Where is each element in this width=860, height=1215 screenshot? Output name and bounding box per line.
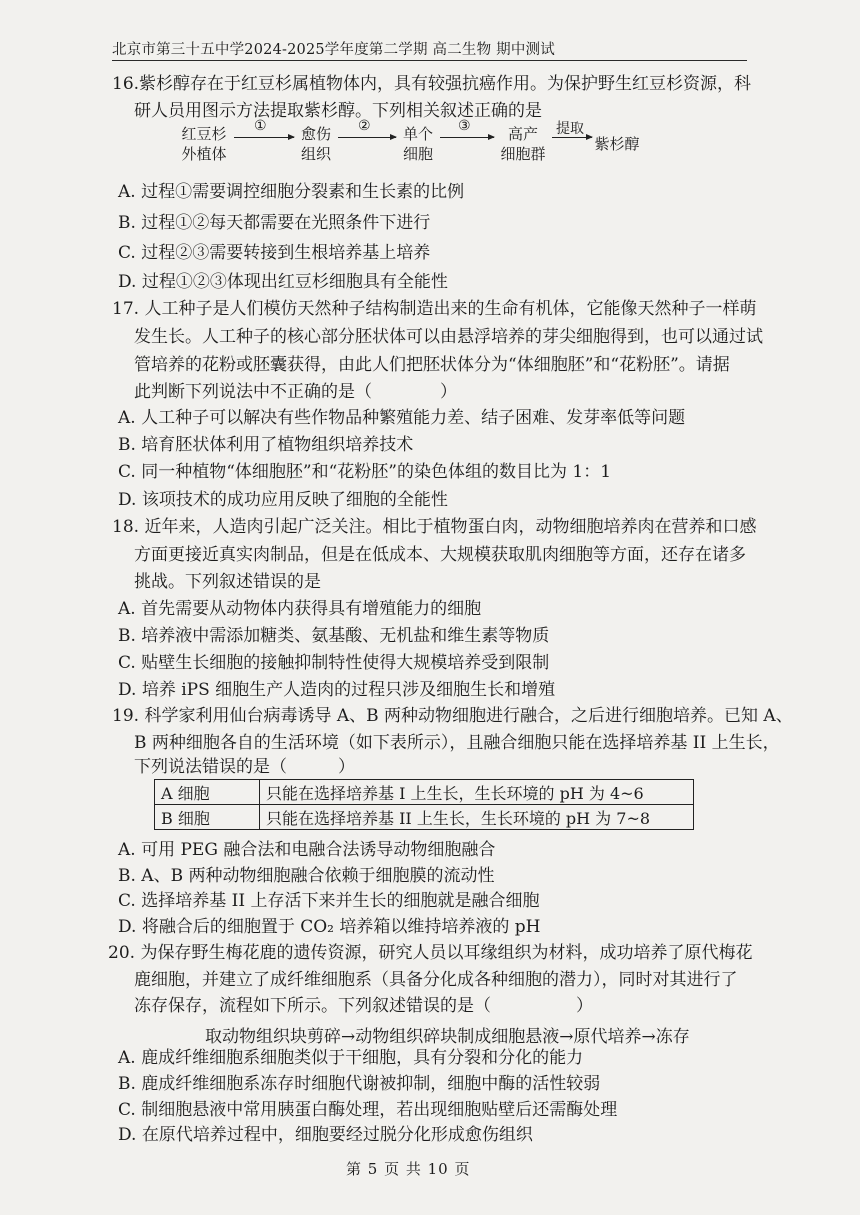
table-row <box>155 780 694 805</box>
q20-process-flow: 取动物组织块剪碎→动物组织碎块制成细胞悬液→原代培养→冻存 <box>205 1027 690 1047</box>
q20-stem-line-1: 20. 为保存野生梅花鹿的遗传资源，研究人员以耳缘组织为材料，成功培养了原代梅花 <box>108 943 753 963</box>
table-row <box>155 805 694 830</box>
q16-option-c: C. 过程②③需要转接到生根培养基上培养 <box>118 243 431 263</box>
q17-option-c: C. 同一种植物“体细胞胚”和“花粉胚”的染色体组的数目比为 1：1 <box>118 462 612 482</box>
flow-step-extract: 提取 <box>556 121 584 137</box>
q16-flow-diagram <box>178 118 640 172</box>
q19-option-b: B. A、B 两种动物细胞融合依赖于细胞膜的流动性 <box>118 866 495 886</box>
flow-node-cell-group: 高产 细胞群 <box>500 125 546 163</box>
q19-option-c: C. 选择培养基 II 上存活下来并生长的细胞就是融合细胞 <box>118 891 540 911</box>
q18-option-d: D. 培养 iPS 细胞生产人造肉的过程只涉及细胞生长和增殖 <box>118 680 556 700</box>
flow-arrow-3 <box>440 137 494 138</box>
page-footer: 第 5 页 共 10 页 <box>346 1160 471 1178</box>
q18-stem-line-3: 挑战。下列叙述错误的是 <box>134 572 321 592</box>
q17-option-b: B. 培育胚状体利用了植物组织培养技术 <box>118 435 414 455</box>
table-cell: A 细胞 <box>155 780 260 805</box>
q19-stem-line-2: B 两种细胞各自的生活环境（如下表所示），且融合细胞只能在选择培养基 II 上生长， <box>134 733 780 753</box>
q16-option-d: D. 过程①②③体现出红豆杉细胞具有全能性 <box>118 272 448 292</box>
q18-option-c: C. 贴壁生长细胞的接触抑制特性使得大规模培养受到限制 <box>118 653 550 673</box>
flow-step-1: ① <box>254 118 267 134</box>
q16-stem-line-1: 16.紫杉醇存在于红豆杉属植物体内，具有较强抗癌作用。为保护野生红豆杉资源，科 <box>112 74 752 94</box>
q19-option-a: A. 可用 PEG 融合法和电融合法诱导动物细胞融合 <box>118 840 496 860</box>
page-header: 北京市第三十五中学2024-2025学年度第二学期 高二生物 期中测试 <box>112 42 555 58</box>
flow-step-3: ③ <box>458 118 471 134</box>
q17-option-a: A. 人工种子可以解决有些作物品种繁殖能力差、结子困难、发芽率低等问题 <box>118 408 686 428</box>
q18-stem-line-1: 18. 近年来，人造肉引起广泛关注。相比于植物蛋白肉，动物细胞培养肉在营养和口感 <box>112 517 757 537</box>
q17-stem-line-4: 此判断下列说法中不正确的是（ ） <box>134 382 457 402</box>
flow-node-explant: 红豆杉 外植体 <box>181 125 227 163</box>
q18-option-b: B. 培养液中需添加糖类、氨基酸、无机盐和维生素等物质 <box>118 626 550 646</box>
flow-node-single-cell: 单个 细胞 <box>402 125 433 163</box>
flow-node-callus: 愈伤 组织 <box>300 125 331 163</box>
q17-stem-line-2: 发生长。人工种子的核心部分胚状体可以由悬浮培养的芽尖细胞得到，也可以通过试 <box>134 327 763 347</box>
q17-stem-line-3: 管培养的花粉或胚囊获得，由此人们把胚状体分为“体细胞胚”和“花粉胚”。请据 <box>134 355 730 375</box>
q19-stem-line-3: 下列说法错误的是（ ） <box>134 757 355 777</box>
q19-option-d: D. 将融合后的细胞置于 CO₂ 培养箱以维持培养液的 pH <box>118 917 541 937</box>
table-cell: 只能在选择培养基 I 上生长，生长环境的 pH 为 4~6 <box>260 780 694 805</box>
q20-option-c: C. 制细胞悬液中常用胰蛋白酶处理，若出现细胞贴壁后还需酶处理 <box>118 1100 618 1120</box>
q16-stem-line-2: 研人员用图示方法提取紫杉醇。下列相关叙述正确的是 <box>134 101 542 121</box>
q16-option-a: A. 过程①需要调控细胞分裂素和生长素的比例 <box>118 182 465 202</box>
q18-option-a: A. 首先需要从动物体内获得具有增殖能力的细胞 <box>118 599 482 619</box>
q17-stem-line-1: 17. 人工种子是人们模仿天然种子结构制造出来的生命有机体，它能像天然种子一样萌 <box>112 299 757 319</box>
q20-option-d: D. 在原代培养过程中，细胞要经过脱分化形成愈伤组织 <box>118 1125 533 1145</box>
flow-arrow-1 <box>234 137 294 138</box>
flow-node-taxol: 紫杉醇 <box>594 135 640 153</box>
q20-option-a: A. 鹿成纤维细胞系细胞类似于干细胞，具有分裂和分化的能力 <box>118 1048 584 1068</box>
q20-stem-line-3: 冻存保存，流程如下所示。下列叙述错误的是（ ） <box>134 996 593 1016</box>
table-cell: 只能在选择培养基 II 上生长，生长环境的 pH 为 7~8 <box>260 805 694 830</box>
q20-option-b: B. 鹿成纤维细胞系冻存时细胞代谢被抑制，细胞中酶的活性较弱 <box>118 1074 601 1094</box>
header-rule <box>112 60 747 61</box>
q20-stem-line-2: 鹿细胞，并建立了成纤维细胞系（具备分化成各种细胞的潜力），同时对其进行了 <box>134 970 738 990</box>
q17-option-d: D. 该项技术的成功应用反映了细胞的全能性 <box>118 490 448 510</box>
q19-stem-line-1: 19. 科学家利用仙台病毒诱导 A、B 两种动物细胞进行融合，之后进行细胞培养。已知 A、 <box>112 706 793 726</box>
q19-cell-table <box>154 779 694 830</box>
flow-arrow-2 <box>338 137 396 138</box>
flow-step-2: ② <box>358 118 371 134</box>
q16-option-b: B. 过程①②每天都需要在光照条件下进行 <box>118 213 431 233</box>
table-cell: B 细胞 <box>155 805 260 830</box>
q18-stem-line-2: 方面更接近真实肉制品，但是在低成本、大规模获取肌肉细胞等方面，还存在诸多 <box>134 545 746 565</box>
